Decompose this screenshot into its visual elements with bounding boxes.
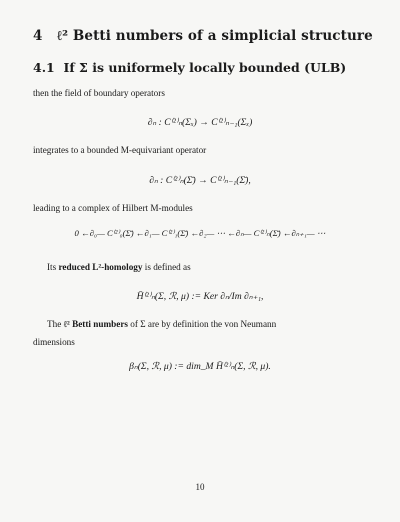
subsection-title: If Σ is uniformely locally bounded (ULB) [63,60,347,75]
paragraph-integrates: integrates to a bounded M-equivariant operator [33,145,207,155]
section-number: 4 [33,28,43,44]
page-number: 10 [195,482,205,492]
paragraph-dimensions: dimensions [33,337,75,347]
paragraph-betti-numbers: The ℓ² Betti numbers of Σ are by definition the von Neumann [47,319,277,329]
equation-boundary-field: ∂ₙ : C⁽²⁾ₙ(Σₓ) → C⁽²⁾ₙ₋₁(Σₓ) [147,117,253,128]
paragraph-complex: leading to a complex of Hilbert M-modules [33,203,193,213]
section-heading [33,28,373,44]
section-title: ℓ² Betti numbers of a simplicial structure [56,28,373,44]
subsection-heading [33,60,346,75]
term-reduced-homology: reduced L²-homology [58,262,143,272]
term-betti-numbers: ℓ² Betti numbers [63,319,128,329]
paragraph-reduced-homology: Its reduced L²-homology is defined as [47,262,191,272]
equation-reduced-homology: H̄⁽²⁾ₙ(Σ, ℛ, μ) := Ker ∂ₙ/Im ∂ₙ₊₁, [136,291,264,302]
paragraph-boundary-operators: then the field of boundary operators [33,88,165,98]
subsection-number: 4.1 [33,60,55,75]
equation-betti-definition: βₙ(Σ, ℛ, μ) := dim_M H̄⁽²⁾ₙ(Σ, ℛ, μ). [129,361,271,372]
equation-chain-complex: 0 ←∂₀— C⁽²⁾₀(Σ̄) ←∂₁— C⁽²⁾₁(Σ̄) ←∂₂— ⋯ ←∂ₙ— C⁽²⁾ₙ(Σ̄) ←∂ₙ₊₁— ⋯ [74,228,326,238]
equation-bounded-operator: ∂ₙ : C⁽²⁾ₙ(Σ̄) → C⁽²⁾ₙ₋₁(Σ̄), [149,175,251,186]
